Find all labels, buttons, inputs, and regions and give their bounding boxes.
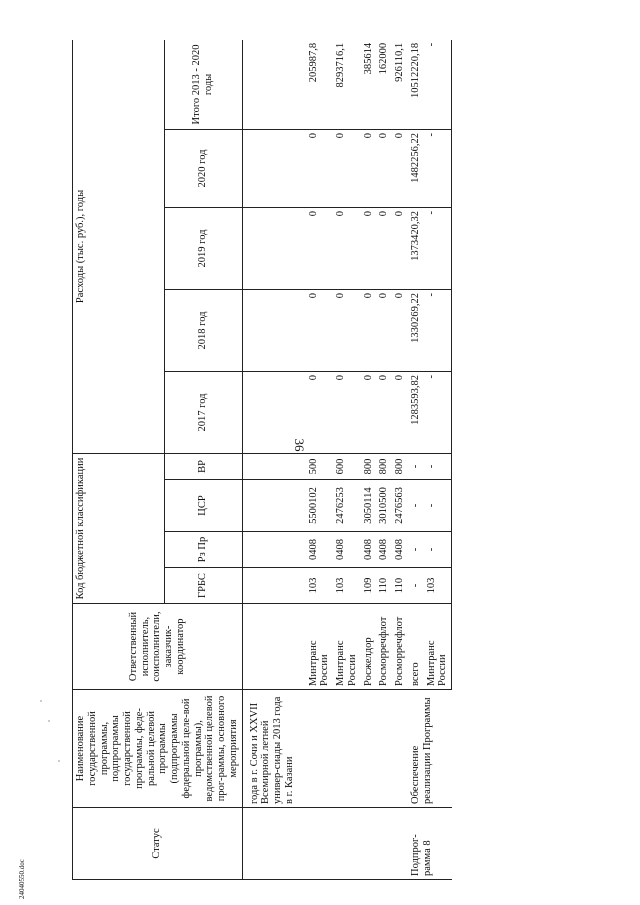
table-row — [376, 40, 392, 880]
grbs-cell: 110 — [376, 568, 392, 604]
header-name: Наименование государственной программы, подпрограммы государственной программы, феде-ральной целевой программы (подпрограммы федеральной целе-вой программы), ведомственной целевой прог-раммы, основного мероприятия — [73, 690, 243, 808]
total-cell: 926110,1 — [392, 40, 408, 129]
header-rzpr: Рз Пр — [164, 532, 242, 568]
page-number: 36 — [292, 438, 307, 452]
y2017-cell: 0 — [306, 371, 334, 453]
executor-cell: Минтранс России — [306, 604, 334, 690]
total-cell: 10512220,18 — [408, 40, 424, 129]
vr-cell: - — [424, 453, 452, 479]
rzpr-cell: - — [424, 532, 452, 568]
vr-cell: 800 — [361, 453, 377, 479]
header-budget-code-group: Код бюджетной классификации — [73, 453, 165, 603]
header-2017: 2017 год — [164, 371, 242, 453]
table-row — [242, 40, 306, 880]
budget-table-wrapper — [72, 40, 602, 880]
vr-cell: 600 — [333, 453, 361, 479]
grbs-cell: 109 — [361, 568, 377, 604]
total-cell: 8293716,1 — [333, 40, 361, 129]
rotated-table-area — [72, 40, 602, 880]
rzpr-cell: 0408 — [376, 532, 392, 568]
y2019-cell: 0 — [361, 207, 377, 289]
y2018-cell: 0 — [376, 289, 392, 371]
y2019-cell: 0 — [333, 207, 361, 289]
y2019-cell: 0 — [306, 207, 334, 289]
rzpr-cell: 0408 — [333, 532, 361, 568]
y2020-cell: 0 — [392, 129, 408, 207]
total-cell: - — [424, 40, 452, 129]
rzpr-cell: 0408 — [306, 532, 334, 568]
y2018-cell: 0 — [361, 289, 377, 371]
continued-name-cell: года в г. Сочи и XXVII Всемирной летней универ-сиады 2013 года в г. Казани — [242, 690, 306, 808]
table-row — [408, 40, 424, 880]
y2017-cell: 1283593,82 — [408, 371, 424, 453]
y2020-cell: 0 — [306, 129, 334, 207]
subprogram-status-cell: Подпрог-рамма 8 — [408, 808, 452, 880]
csr-cell: 3050114 — [361, 480, 377, 532]
vr-cell: 800 — [376, 453, 392, 479]
y2018-cell: 0 — [392, 289, 408, 371]
csr-cell: 2476253 — [333, 480, 361, 532]
csr-cell: - — [408, 480, 424, 532]
y2020-cell: - — [424, 129, 452, 207]
y2018-cell: 0 — [306, 289, 334, 371]
y2020-cell: 0 — [333, 129, 361, 207]
total-cell: 205987,8 — [306, 40, 334, 129]
total-cell: 162000 — [376, 40, 392, 129]
subprogram-name-cell: Обеспечение реализации Программы — [408, 690, 452, 808]
grbs-cell: 103 — [424, 568, 452, 604]
vr-cell: 500 — [306, 453, 334, 479]
csr-cell: - — [424, 480, 452, 532]
rzpr-cell: 0408 — [361, 532, 377, 568]
y2019-cell: - — [424, 207, 452, 289]
rzpr-cell: 0408 — [392, 532, 408, 568]
grbs-cell: 103 — [333, 568, 361, 604]
header-csr: ЦСР — [164, 480, 242, 532]
executor-cell: Росморречфлот — [392, 604, 408, 690]
table-row — [306, 40, 334, 880]
y2020-cell: 1482256,22 — [408, 129, 424, 207]
header-2018: 2018 год — [164, 289, 242, 371]
executor-cell: Росжелдор — [361, 604, 377, 690]
y2017-cell: 0 — [333, 371, 361, 453]
scan-artifact — [48, 720, 50, 722]
y2017-cell: 0 — [392, 371, 408, 453]
total-cell: 385614 — [361, 40, 377, 129]
footer-doc-code: 24040550.doc — [18, 859, 26, 899]
y2017-cell: 0 — [376, 371, 392, 453]
vr-cell: - — [408, 453, 424, 479]
y2017-cell: - — [424, 371, 452, 453]
y2017-cell: 0 — [361, 371, 377, 453]
y2018-cell: - — [424, 289, 452, 371]
executor-cell: Минтранс России — [333, 604, 361, 690]
header-executor: Ответственный исполнитель, соисполнители, заказчик-координатор — [73, 604, 243, 690]
grbs-cell: 103 — [306, 568, 334, 604]
executor-cell: Росморречфлот — [376, 604, 392, 690]
header-2019: 2019 год — [164, 207, 242, 289]
header-status: Статус — [73, 808, 243, 880]
executor-cell: всего — [408, 604, 424, 690]
y2019-cell: 1373420,32 — [408, 207, 424, 289]
header-2020: 2020 год — [164, 129, 242, 207]
scan-artifact — [40, 700, 42, 702]
table-row — [392, 40, 408, 880]
rzpr-cell: - — [408, 532, 424, 568]
csr-cell: 2476563 — [392, 480, 408, 532]
csr-cell: 5500102 — [306, 480, 334, 532]
grbs-cell: - — [408, 568, 424, 604]
table-row — [361, 40, 377, 880]
y2020-cell: 0 — [361, 129, 377, 207]
grbs-cell: 110 — [392, 568, 408, 604]
header-vr: ВР — [164, 453, 242, 479]
executor-cell: Минтранс России — [424, 604, 452, 690]
vr-cell: 800 — [392, 453, 408, 479]
y2019-cell: 0 — [376, 207, 392, 289]
header-expenses-group: Расходы (тыс. руб.), годы — [73, 40, 165, 453]
table-row — [333, 40, 361, 880]
y2018-cell: 0 — [333, 289, 361, 371]
csr-cell: 3010500 — [376, 480, 392, 532]
y2018-cell: 1330269,22 — [408, 289, 424, 371]
y2020-cell: 0 — [376, 129, 392, 207]
y2019-cell: 0 — [392, 207, 408, 289]
budget-table — [72, 40, 452, 880]
scan-artifact — [58, 760, 60, 762]
header-total: Итого 2013 - 2020 годы — [164, 40, 242, 129]
header-grbs: ГРБС — [164, 568, 242, 604]
